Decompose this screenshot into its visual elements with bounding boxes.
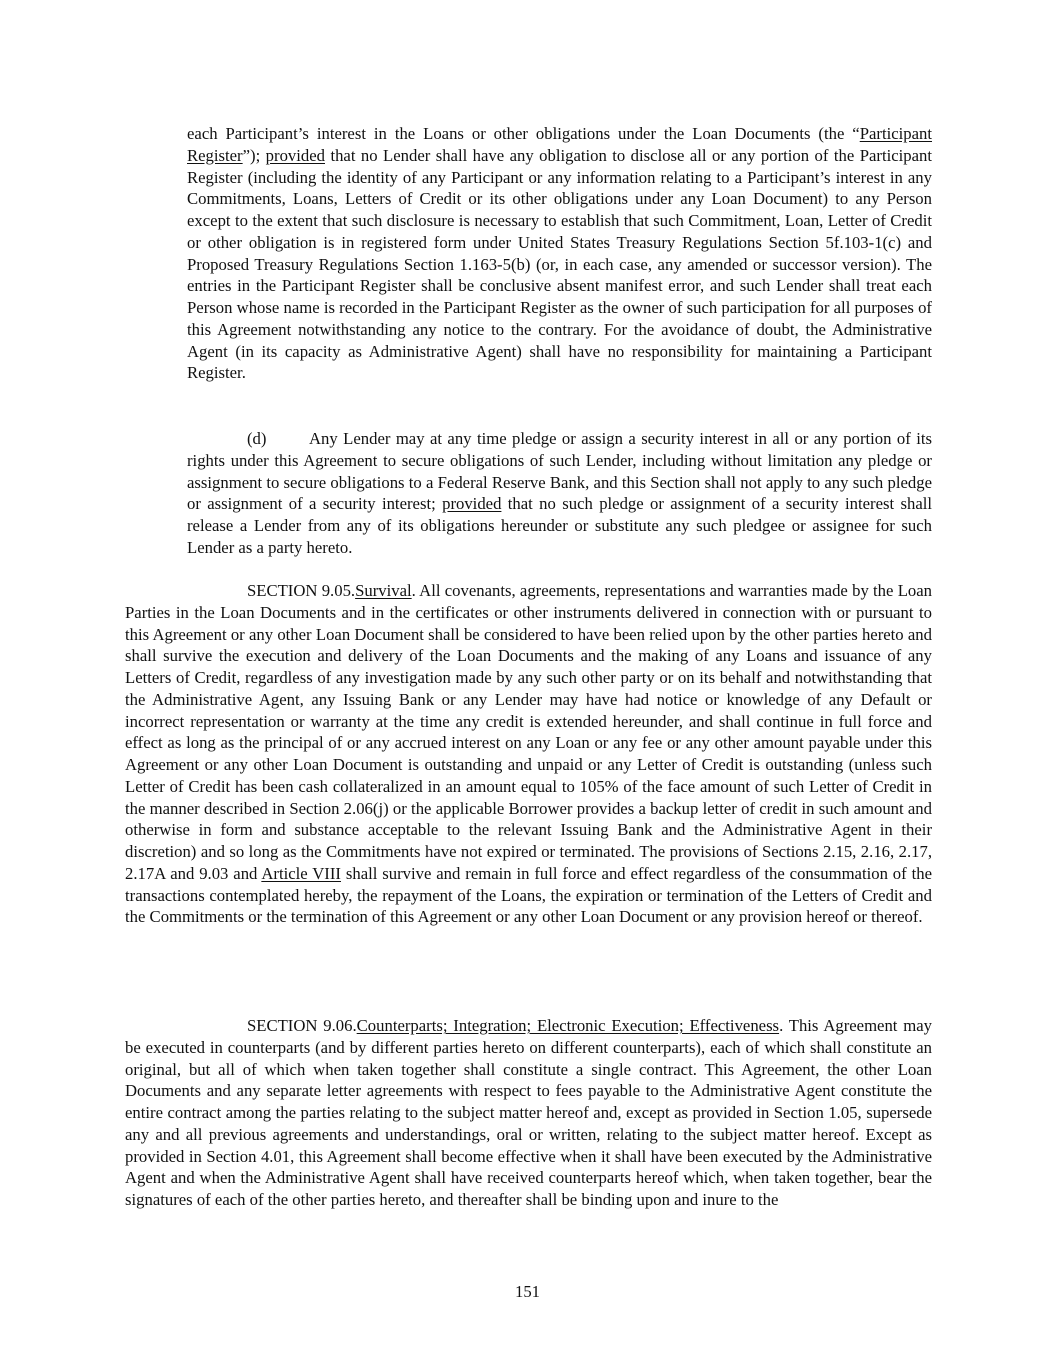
defined-term-participant-register: Participant Register: [187, 124, 932, 165]
paragraph-text: ”);: [242, 145, 266, 165]
section-number: SECTION 9.06.: [247, 1016, 357, 1035]
paragraph-text: . All covenants, agreements, representations and warranties made by the Loan Parties in the Loan Documents and in the certificates or other instruments delivered in connection with or pursuant to this Agreement or any other Loan Document shall be considered to have been relied upon by the other parties hereto and shall survive the execution and delivery of the Loan Documents and the making of any Loans and issuance of any Letters of Credit, regardless of any investigation made by any such other party or on its behalf and notwithstanding that the Administrative Agent, any Issuing Bank or any Lender may have had notice or knowledge of any Default or incorrect representation or warranty at the time any credit is extended hereunder, and shall continue in full force and effect as long as the principal of or any accrued interest on any Loan or any fee or any other amount payable under this Agreement or any other Loan Document is outstanding and unpaid or any Letter of Credit is outstanding (unless such Letter of Credit has been cash collateralized in an amount equal to 105% of the face amount of such Letter of Credit in the manner described in Section 2.06(j) or the applicable Borrower provides a backup letter of credit in such amount and otherwise in form and substance acceptable to the relevant Issuing Bank and the Administrative Agent in their discretion) and so long as the Commitments have not expired or terminated. The provisions of Sections 2.15, 2.16, 2.17, 2.17A and 9.03 and: [125, 581, 932, 883]
defined-term-provided: provided: [265, 145, 325, 165]
paragraph-label: (d): [247, 429, 267, 448]
section-number: SECTION 9.05.: [247, 581, 356, 600]
paragraph-text: shall survive and remain in full force and effect regardless of the consummation of the transactions contemplated hereby, the repayment of the Loans, the expiration or termination of the Letters of Credit and the Commitments or the termination of this Agreement or any other Loan Document or any provision hereof or thereof.: [125, 863, 932, 927]
cross-reference-article: Article VIII: [261, 863, 341, 883]
section-heading: Counterparts; Integration; Electronic Execution; Effectiveness: [356, 1016, 780, 1035]
paragraph-text: that no Lender shall have any obligation to disclose all or any portion of the Participant Register (including the identity of any Participant or any information relating to a Participant’s interest in any Commitments, Loans, Letters of Credit or its other obligations under any Loan Document) to any Person except to the extent that such disclosure is necessary to establish that such Commitment, Loan, Letter of Credit or other obligation is in registered form under United States Treasury Regulations Section 5f.103-1(c) and Proposed Treasury Regulations Section 1.163-5(b) (or, in each case, any amended or successor version). The entries in the Participant Register shall be conclusive absent manifest error, and such Lender shall treat each Person whose name is recorded in the Participant Register as the owner of such participation for all purposes of this Agreement notwithstanding any notice to the contrary. For the avoidance of doubt, the Administrative Agent (in its capacity as Administrative Agent) shall have no responsibility for maintaining a Participant Register.: [187, 145, 932, 383]
defined-term-provided: provided: [442, 494, 502, 514]
page-number: 151: [514, 1282, 541, 1301]
paragraph-d: [187, 428, 932, 559]
paragraph-c-continuation: [187, 123, 932, 384]
section-9-06: [125, 1015, 932, 1211]
section-9-05: [125, 580, 932, 928]
section-heading: Survival: [355, 581, 412, 600]
paragraph-text: . This Agreement may be executed in counterparts (and by different parties hereto on different counterparts), each of which shall constitute an original, but all of which when taken together shall constitute a single contract. This Agreement, the other Loan Documents and any separate letter agreements with respect to fees payable to the Administrative Agent constitute the entire contract among the parties relating to the subject matter hereof and, except as provided in Section 1.05, supersede any and all previous agreements and understandings, oral or written, relating to the subject matter hereof. Except as provided in Section 4.01, this Agreement shall become effective when it shall have been executed by the Administrative Agent and when the Administrative Agent shall have received counterparts hereof which, when taken together, bear the signatures of each of the other parties hereto, and thereafter shall be binding upon and inure to the: [125, 1016, 932, 1209]
paragraph-text: that no such pledge or assignment of a security interest shall release a Lender from any of its obligations hereunder or substitute any such pledgee or assignee for such Lender as a party hereto.: [187, 494, 932, 557]
paragraph-text: Any Lender may at any time pledge or assign a security interest in all or any portion of its rights under this Agreement to secure obligations of such Lender, including without limitation any pledge or assignment to secure obligations to a Federal Reserve Bank, and this Section shall not apply to any such pledge or assignment of a security interest;: [187, 429, 932, 514]
paragraph-text: each Participant’s interest in the Loans or other obligations under the Loan Documents (the “: [187, 124, 860, 143]
